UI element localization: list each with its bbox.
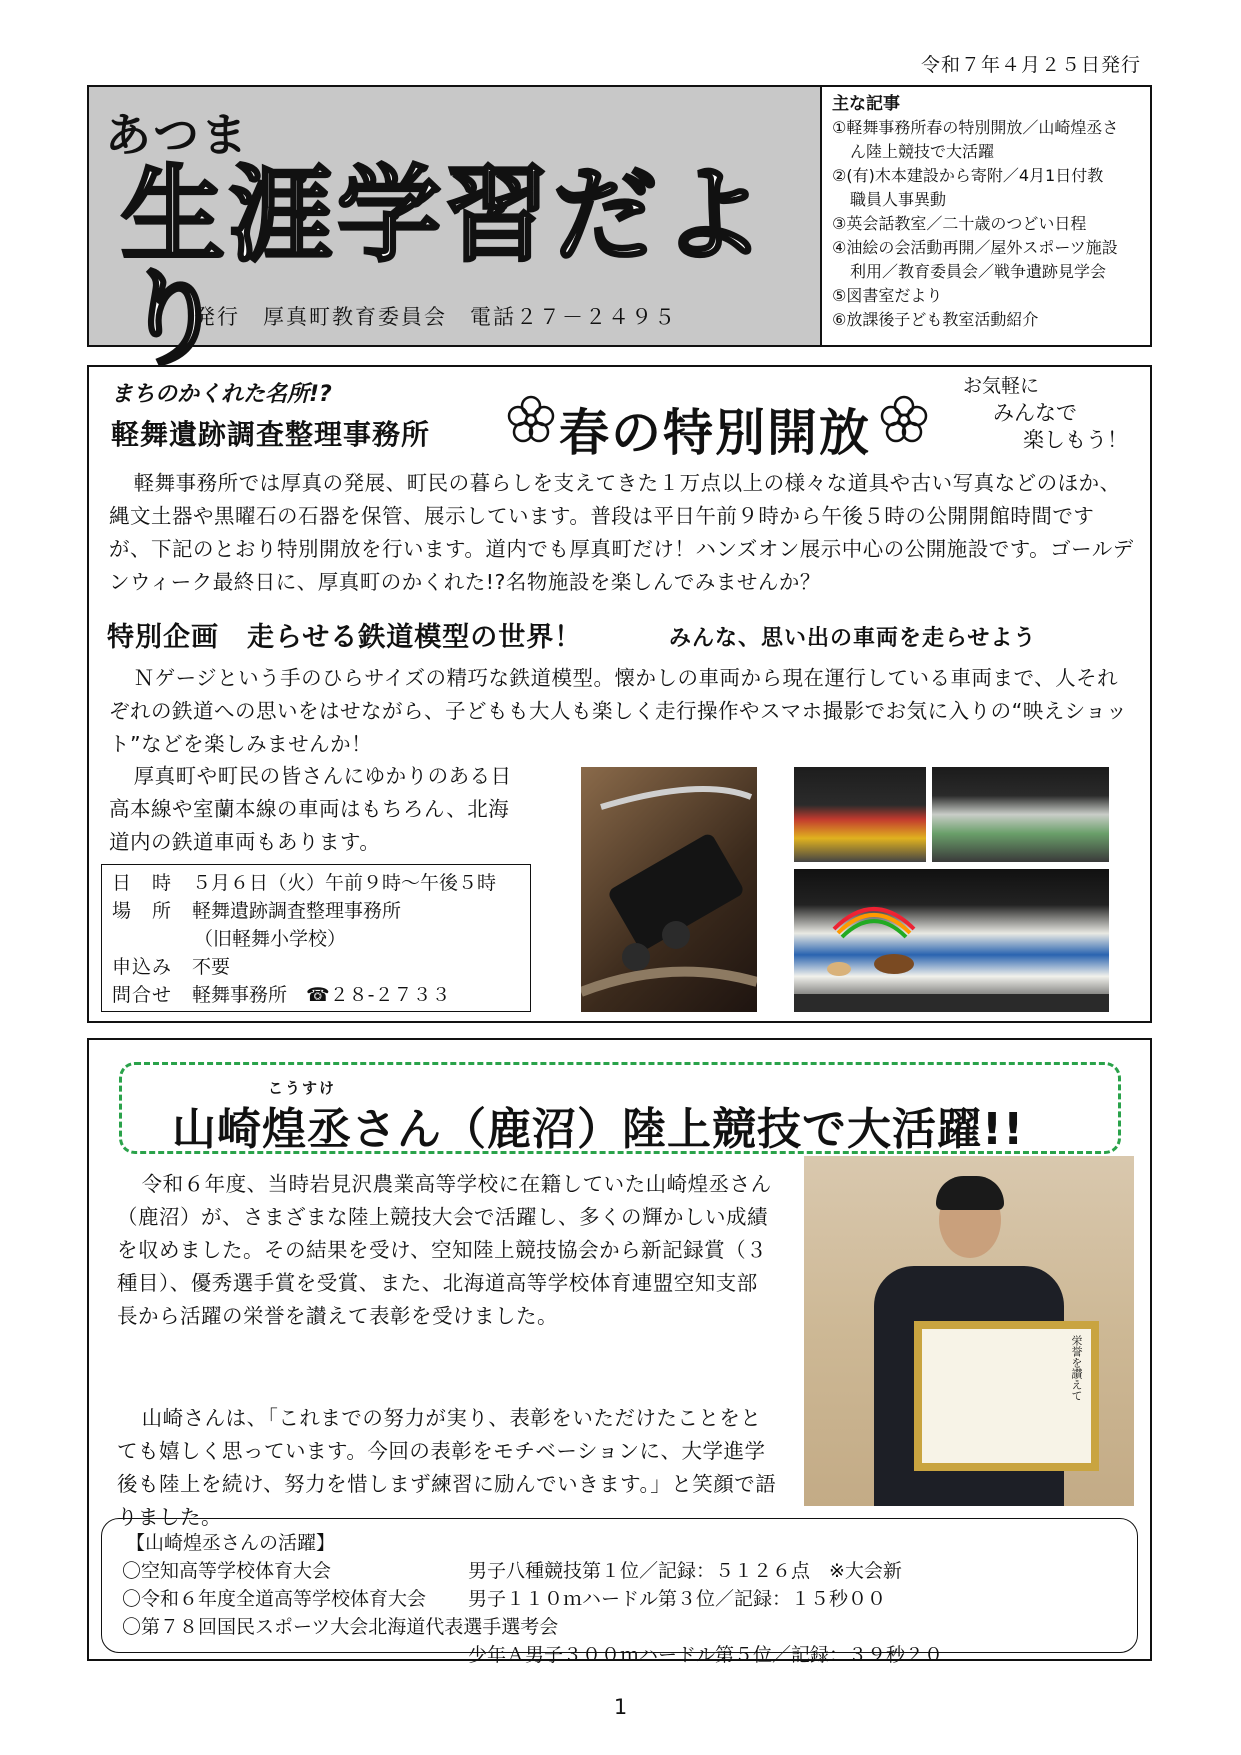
detail-value: 軽舞遺跡調査整理事務所 <box>192 900 402 922</box>
detail-label: 場 所 <box>112 900 173 922</box>
detail-value: ５月６日（火）午前９時～午後５時 <box>192 872 497 894</box>
table-of-contents <box>822 87 1150 345</box>
invite-line: みんなで <box>993 401 1077 425</box>
detail-value: （旧軽舞小学校） <box>194 928 347 950</box>
detail-row <box>112 869 520 897</box>
achievement-row <box>122 1613 1117 1641</box>
special-event-title: 特別企画 走らせる鉄道模型の世界！ <box>107 622 583 653</box>
article-spring-opening <box>87 365 1152 1023</box>
achievements-box <box>101 1518 1138 1666</box>
article1-title: 春の特別開放 <box>559 404 871 462</box>
detail-label: 日 時 <box>112 872 173 894</box>
achievement-event: 〇空知高等学校体育大会 <box>122 1560 332 1582</box>
publisher-line: 発行 厚真町教育委員会 電話２７－２４９５ <box>194 305 677 329</box>
special-event-subtitle: みんな、思い出の車両を走らせよう <box>669 626 1037 651</box>
toc-item: 職員人事異動 <box>850 190 947 209</box>
detail-label: 問合せ <box>112 984 173 1006</box>
decorated-train-models-photo <box>794 869 1109 1012</box>
toc-item: 利用／教育委員会／戦争遺跡見学会 <box>850 262 1107 281</box>
achievement-row <box>122 1557 1117 1585</box>
achievement-event: 〇第７８回国民スポーツ大会北海道代表選手選考会 <box>122 1616 559 1638</box>
toc-item: ④油絵の会活動再開／屋外スポーツ施設 <box>832 238 1118 257</box>
achievement-result: 男子１１０ｍハードル第３位／記録：１５秒００ <box>468 1588 887 1610</box>
diesel-train-models-photo <box>794 767 926 862</box>
masthead-title: 生涯学習だより <box>121 154 770 380</box>
article1-body-vehicles: 厚真町や町民の皆さんにゆかりのある日高本線や室蘭本線の車両はもちろん、北海道内の鉄道車両もあります。 <box>109 764 512 854</box>
detail-value: 不要 <box>192 956 231 978</box>
article2-quote: 山崎さんは、「これまでの努力が実り、表彰をいただけたことをとても嬉しく思っています。今回の表彰をモチベーションに、大学進学後も陸上を続け、努力を惜しまず練習に励んでいきます。」と笑顔で語りました。 <box>117 1406 777 1529</box>
newsletter-header <box>87 85 1152 380</box>
event-details-box <box>101 864 531 1012</box>
detail-row <box>112 925 520 953</box>
achievement-row <box>122 1585 1117 1613</box>
article1-body-model-train: Ｎゲージという手のひらサイズの精巧な鉄道模型。懐かしの車両から現在運行している車両まで、人それぞれの鉄道への思いをはせながら、子どもも大人も楽しく走行操作やスマホ撮影でお気に入りの“映えショット”などを楽しみませんか！ <box>109 666 1128 756</box>
toc-item: ⑤図書室だより <box>832 286 943 305</box>
toc-item: ①軽舞事務所春の特別開放／山崎煌丞さ <box>832 118 1119 137</box>
achievement-row <box>122 1641 1117 1669</box>
invite-line: お気軽に <box>963 375 1040 397</box>
detail-row <box>112 981 520 1009</box>
article2-body: 令和６年度、当時岩見沢農業高等学校に在籍していた山崎煌丞さん（鹿沼）が、さまざまな陸上競技大会で活躍し、多くの輝かしい成績を収めました。その結果を受け、空知陸上競技協会から新記録賞（３種目）、優秀選手賞を受賞、また、北海道高等学校体育連盟空知支部長から活躍の栄誉を讃えて表彰を受けました。 <box>117 1172 772 1328</box>
achievements-title: 【山崎煌丞さんの活躍】 <box>126 1532 336 1554</box>
name-ruby: こうすけ <box>268 1079 337 1097</box>
masthead <box>89 87 822 380</box>
detail-row <box>112 953 520 981</box>
article1-intro: 軽舞事務所では厚真の発展、町民の暮らしを支えてきた１万点以上の様々な道具や古い写真などのほか、縄文土器や黒曜石の石器を保管、展示しています。普段は平日午前９時から午後５時の公開開館時間ですが、下記のとおり特別開放を行います。道内でも厚真町だけ！ハンズオン展示中心の公開施設です。ゴールデンウィーク最終日に、厚真町のかくれた!?名物施設を楽しんでみませんか？ <box>109 471 1134 594</box>
article2-title: 山崎煌丞さん（鹿沼）陸上競技で大活躍!! <box>172 1104 1025 1155</box>
achievement-result: 男子八種競技第１位／記録：５１２６点 ※大会新 <box>468 1560 902 1582</box>
toc-item: ②(有)木本建設から寄附／4月1日付教 <box>832 166 1104 185</box>
achievement-event: 〇令和６年度全道高等学校体育大会 <box>122 1588 427 1610</box>
invite-text <box>963 373 1128 454</box>
article1-place: 軽舞遺跡調査整理事務所 <box>111 418 431 451</box>
article2-banner <box>119 1062 1121 1154</box>
detail-value: 軽舞事務所 ☎２８-２７３３ <box>192 984 451 1006</box>
award-certificate <box>914 1321 1099 1471</box>
masthead-atsuma: あつま <box>105 108 249 162</box>
toc-item: ③英会話教室／二十歳のつどい日程 <box>832 214 1087 233</box>
issue-date: 令和７年４月２５日発行 <box>920 54 1141 76</box>
achievement-result: 少年Ａ男子３００ｍハードル第５位／記録：３９秒２０ <box>468 1644 944 1666</box>
toc-title: 主な記事 <box>832 94 900 114</box>
toc-item: ⑥放課後子ども教室活動紹介 <box>832 310 1039 329</box>
sakura-flower-icon <box>879 395 929 445</box>
article-athlete <box>87 1038 1152 1666</box>
detail-label: 申込み <box>112 956 173 978</box>
toc-item: ん陸上競技で大活躍 <box>850 142 995 161</box>
athlete-portrait-photo <box>804 1156 1134 1506</box>
toc-list <box>832 116 1140 332</box>
page-number: 1 <box>613 1695 628 1719</box>
steam-locomotive-model-photo <box>581 767 757 1012</box>
article1-kicker: まちのかくれた名所!? <box>111 382 332 407</box>
certificate-heading: 栄誉を讃えて <box>1070 1335 1083 1401</box>
commuter-train-models-photo <box>932 767 1109 862</box>
person-hair <box>936 1176 1004 1210</box>
invite-line: 楽しもう！ <box>1023 428 1128 452</box>
detail-row <box>112 897 520 925</box>
sakura-flower-icon <box>506 395 556 445</box>
